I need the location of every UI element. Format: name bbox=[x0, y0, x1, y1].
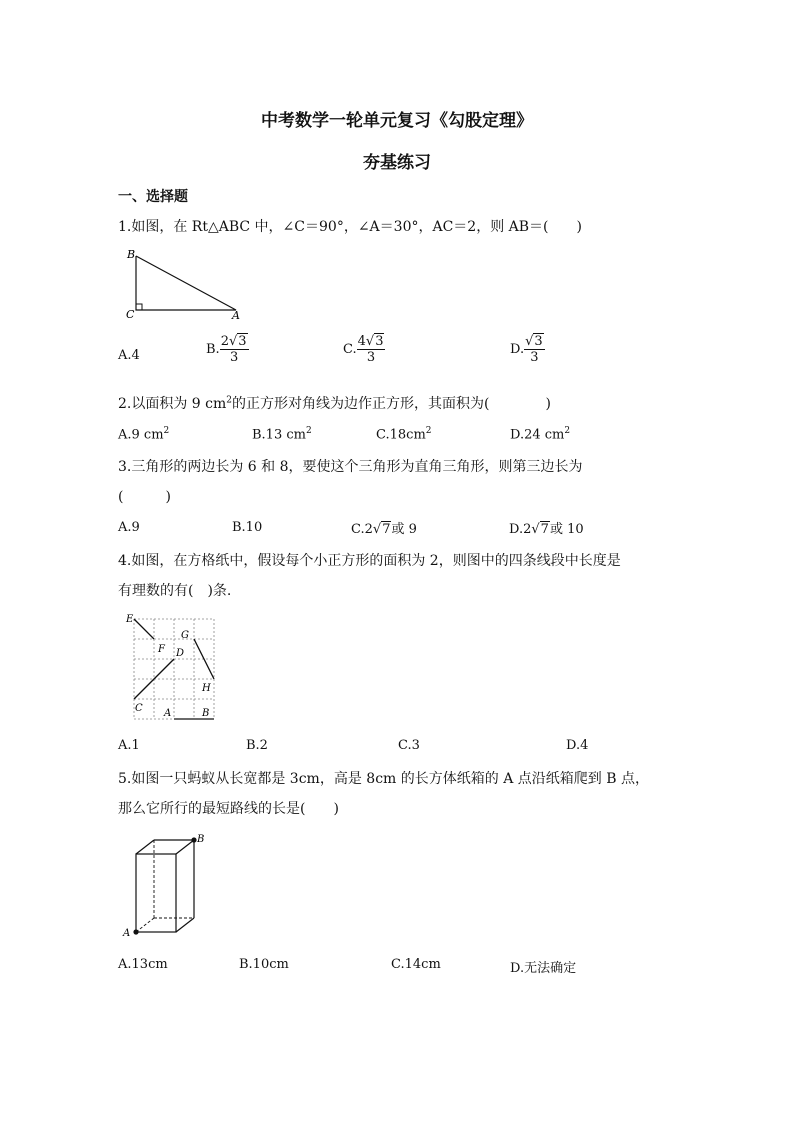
q2-option-d[interactable]: D.24 $cm^2$ bbox=[510, 426, 571, 443]
question-1-text: 1.如图，在 Rt△ABC 中，∠C＝90°，∠A＝30°，AC＝2，则 AB＝( ) bbox=[118, 219, 582, 235]
section-heading: 一、选择题 bbox=[118, 189, 188, 205]
q4-label-b: B bbox=[202, 708, 210, 719]
q1-option-b-prefix: B. bbox=[206, 342, 220, 357]
question-4-line-1: 4.如图，在方格纸中，假设每个小正方形的面积为 2，则图中的四条线段中长度是 bbox=[118, 553, 621, 569]
q5-label-b: B bbox=[197, 834, 205, 845]
q5-option-a[interactable]: A.13cm bbox=[118, 957, 168, 972]
q1-option-d-den: 3 bbox=[530, 350, 539, 365]
question-5-line-1: 5.如图一只蚂蚁从长宽都是 3cm，高是 8cm 的长方体纸箱的 A 点沿纸箱爬到 B 点， bbox=[118, 771, 649, 787]
q1-option-c-den: 3 bbox=[366, 350, 376, 365]
q5-option-d[interactable]: D.无法确定 bbox=[510, 961, 577, 976]
q5-option-b[interactable]: B.10cm bbox=[239, 957, 289, 972]
question-4-line-2: 有理数的有( )条. bbox=[118, 583, 232, 599]
q1-option-d-radicand: 3 bbox=[534, 334, 543, 349]
q4-grid-figure bbox=[120, 610, 220, 722]
q4-label-d: D bbox=[176, 648, 185, 659]
q4-label-e: E bbox=[126, 614, 134, 625]
q1-option-b-den: 3 bbox=[229, 350, 239, 365]
q1-option-b[interactable]: B. $\frac{2√3}{3}$ bbox=[206, 334, 247, 365]
q1-option-c-radicand: 3 bbox=[375, 334, 384, 349]
q2-option-b[interactable]: B.13 $cm^2$ bbox=[252, 426, 312, 443]
q3-option-a[interactable]: A.9 bbox=[118, 520, 140, 535]
q4-label-c: C bbox=[135, 703, 143, 714]
q5-option-c[interactable]: C.14cm bbox=[391, 957, 441, 972]
q1-option-b-coef: 2 bbox=[220, 334, 229, 349]
q4-option-b[interactable]: B.2 bbox=[246, 738, 268, 753]
q3-option-d[interactable]: D.2√7或 10 bbox=[509, 522, 584, 537]
q1-option-d-prefix: D. bbox=[510, 342, 525, 357]
q1-label-c: C bbox=[126, 308, 135, 321]
q5-label-a: A bbox=[123, 928, 131, 939]
question-3-line-1: 3.三角形的两边长为 6 和 8，要使这个三角形为直角三角形，则第三边长为 bbox=[118, 459, 583, 475]
question-2-text bbox=[118, 393, 551, 413]
q4-label-f: F bbox=[158, 644, 165, 655]
q2-text-a: 2.以面积为 9 cm bbox=[118, 396, 227, 412]
q2-sup: 2 bbox=[226, 395, 233, 406]
q5-point-b bbox=[191, 837, 196, 842]
page-subtitle: 夯基练习 bbox=[363, 153, 431, 173]
question-5-line-2: 那么它所行的最短路线的长是( ) bbox=[118, 801, 339, 817]
q4-label-h: H bbox=[202, 683, 211, 694]
q1-label-b: B bbox=[127, 248, 136, 261]
q4-option-c[interactable]: C.3 bbox=[398, 738, 420, 753]
q4-option-a[interactable]: A.1 bbox=[118, 738, 140, 753]
q3-option-c[interactable]: C.2√7或 9 bbox=[351, 522, 417, 537]
q1-option-c-coef: 4 bbox=[357, 334, 366, 349]
q2-option-c[interactable]: $C.18cm^2$ bbox=[376, 426, 432, 443]
q4-segment-ef bbox=[134, 619, 154, 639]
q4-label-g: G bbox=[181, 630, 189, 641]
q2-text-b: 的正方形对角线为边作正方形，其面积为( ) bbox=[232, 396, 551, 412]
q1-label-a: A bbox=[232, 309, 240, 322]
question-3-line-2: ( ) bbox=[118, 489, 171, 505]
q4-option-d[interactable]: D.4 bbox=[566, 738, 589, 753]
q4-label-a: A bbox=[164, 708, 172, 719]
page-title: 中考数学一轮单元复习《勾股定理》 bbox=[261, 111, 533, 131]
q1-triangle-figure bbox=[118, 244, 248, 322]
q2-option-a[interactable]: A.9 $cm^2$ bbox=[118, 426, 170, 443]
q5-point-a bbox=[133, 929, 138, 934]
q1-option-a[interactable]: A.4 bbox=[118, 348, 140, 363]
q1-option-c[interactable]: C. $\frac{4√3}{3}$ bbox=[343, 334, 384, 365]
q5-box-figure bbox=[118, 830, 218, 942]
q1-option-d[interactable]: D. $\frac{√3}{3}$ bbox=[510, 334, 543, 365]
q1-option-c-prefix: C. bbox=[343, 342, 357, 357]
q1-option-b-radicand: 3 bbox=[238, 334, 247, 349]
q3-option-b[interactable]: B.10 bbox=[232, 520, 263, 535]
